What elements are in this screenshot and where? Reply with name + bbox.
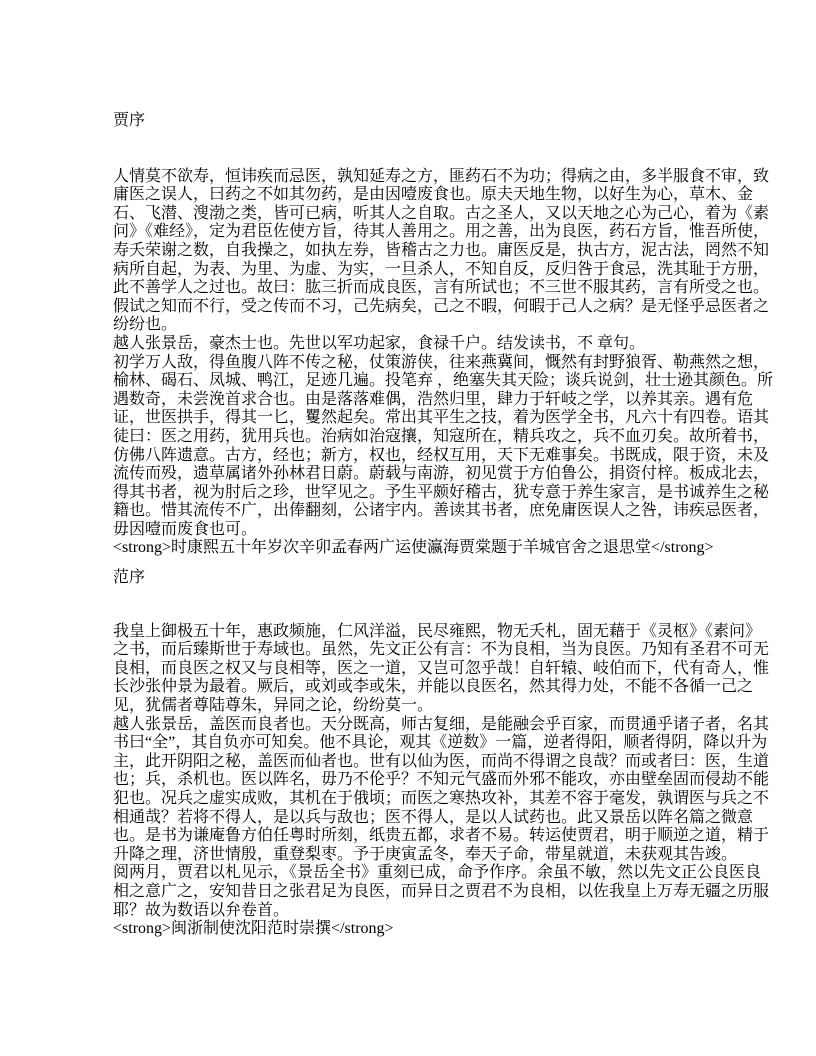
fan-paragraph-2: 越人张景岳，盖医而良者也。天分既高，师古复细，是能融会乎百家，而贯通乎诸子者，名其书曰“全”，其自负亦可知矣。他不具论，观其《逆数》一篇，逆者得阳，顺者得阴，降以升为主，此开阴阳之秘，盖医而仙者也。世有以仙为医，而尚不得谓之良哉？而或者曰：医，生道也；兵，杀机也。医以阵名，毋乃不伦乎？不知元气盛而外邪不能攻，亦由壁垒固而侵劫不能犯也。况兵之虚实成败，其机在于俄顷；而医之寒热攻补，其差不容于毫发，孰谓医与兵之不相通哉？若将不得人，是以兵与敌也；医不得人，是以人试药也。此又景岳以阵名篇之微意也。是书为谦庵鲁方伯任粤时所刻，纸贵五都，求者不易。转运使贾君，明于顺逆之道，精于升降之理，济世情殷，重登梨枣。予于庚寅孟冬，奉天子命，带星就道，未获观其告竣。 <box>113 715 770 863</box>
fan-signature-line: <strong>闽浙制使沈阳范时崇撰</strong> <box>113 920 394 938</box>
jia-signature-line: <strong>时康熙五十年岁次辛卯孟春两广运使瀛海贾棠题于羊城官舍之退思堂</strong> <box>113 539 714 557</box>
jia-paragraph-2: 越人张景岳，豪杰士也。先世以军功起家，食禄千户。结发读书，不 章句。 <box>113 334 646 352</box>
section-jia-preface <box>113 112 776 558</box>
jia-preface-title: 贾序 <box>113 112 146 129</box>
jia-paragraph-1: 人情莫不欲寿，恒讳疾而忌医，孰知延寿之方，匪药石不为功；得病之由，多半服食不审，致庸医之误人，曰药之不如其勿药，是由因噎废食也。原夫天地生物，以好生为心，草木、金石、飞潜、溲渤之类，皆可已病，听其人之自取。古之圣人，又以天地之心为己心，着为《素问》《难经》，定为君臣佐使方旨，待其人善用之。用之善，出为良医，药石方旨，惟吾所使，寿夭荣谢之数，自我操之，如执左券，皆稽古之力也。庸医反是，执古方，泥古法，罔然不知病所自起，为表、为里、为虚、为实，一旦杀人，不知自反，反归咎于食忌，洗其耻于方册，此不善学人之过也。故曰：肱三折而成良医，言有所试也；不三世不服其药，言有所受之也。假试之知而不行，受之传而不习，己先病矣，己之不暇，何暇于己人之病？是无怪乎忌医者之纷纷也。 <box>113 167 770 334</box>
fan-paragraph-3: 阅两月，贾君以札见示，《景岳全书》重刻已成，命予作序。余虽不敏，然以先文正公良医良相之意广之，安知昔日之张君足为良医，而异日之贾君不为良相，以佐我皇上万寿无疆之历服耶？故为数语以弁卷首。 <box>113 864 770 919</box>
fan-paragraph-1: 我皇上御极五十年，惠政频施，仁风洋溢，民尽雍熙，物无夭札，固无藉于《灵枢》《素问》之书，而后臻斯世于寿域也。虽然，先文正公有言：不为良相，当为良医。乃知有圣君不可无良相，而良医之权又与良相等，医之一道，又岂可忽乎哉！自轩辕、岐伯而下，代有奇人，惟长沙张仲景为最着。厥后，或刘或李或朱，并能以良医名，然其得力处，不能不各循一己之见，犹儒者尊陆尊朱，异同之论，纷纷莫一。 <box>113 622 770 715</box>
section-fan-preface <box>113 569 776 939</box>
jia-paragraph-3: 初学万人敌，得鱼腹八阵不传之秘，仗策游侠，往来燕冀间，慨然有封野狼胥、勒燕然之想，榆林、碣石、凤城、鸭江，足迹几遍。投笔弃 ，绝塞失其天险；谈兵说剑，壮士逊其颜色。所遇数奇，未尝浼首求合也。由是落落难偶，浩然归里，肆力于轩岐之学，以养其亲。遇有危证，世医拱手，得其一匕，矍然起矣。常出其平生之技，着为医学全书，凡六十有四卷。语其徒曰：医之用药，犹用兵也。治病如治寇攘，知寇所在，精兵攻之，兵不血刃矣。故所着书，仿佛八阵遗意。古方，经也；新方，权也，经权互用，天下无难事矣。书既成，限于资，未及流传而殁，遗草属诸外孙林君日蔚。蔚载与南游，初见赏于方伯鲁公，捐资付梓。板成北去，得其书者，视为肘后之珍，世罕见之。予生平颇好稽古，犹专意于养生家言，是书诚养生之秘籍也。惜其流传不广，出俸翻刻，公诸宇内。善读其书者，庶免庸医误人之咎，讳疾忌医者，毋因噎而废食也可。 <box>113 353 774 538</box>
fan-preface-title: 范序 <box>113 569 146 587</box>
